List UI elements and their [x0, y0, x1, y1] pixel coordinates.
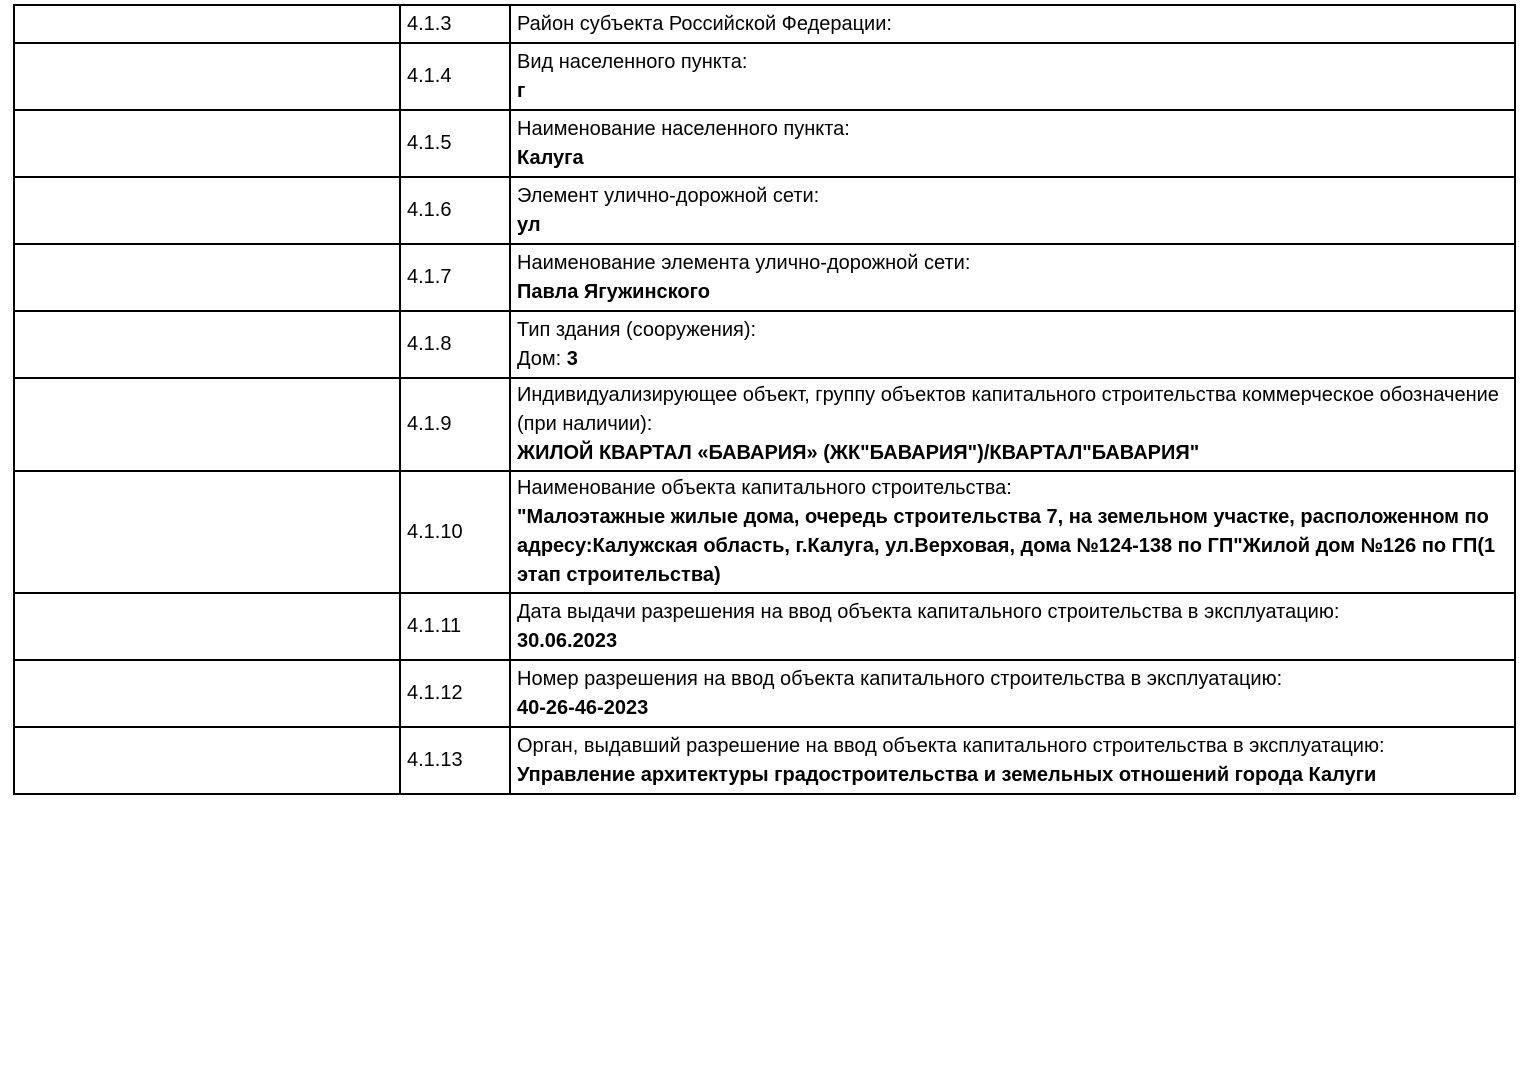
empty-cell [14, 727, 400, 794]
row-code: 4.1.12 [400, 660, 510, 727]
row-label: Индивидуализирующее объект, группу объектов капитального строительства коммерческое обозначение (при наличии): [517, 384, 1499, 435]
table-row [14, 43, 1515, 110]
row-code: 4.1.7 [400, 244, 510, 311]
row-value [517, 345, 1508, 374]
row-content [510, 244, 1515, 311]
row-content [510, 110, 1515, 177]
empty-cell [14, 378, 400, 471]
row-content [510, 727, 1515, 794]
declaration-table [13, 4, 1516, 795]
row-value-text: ЖИЛОЙ КВАРТАЛ «БАВАРИЯ» (ЖК"БАВАРИЯ")/КВАРТАЛ"БАВАРИЯ" [517, 442, 1200, 464]
empty-cell [14, 593, 400, 660]
table-row [14, 311, 1515, 378]
row-value [517, 439, 1508, 468]
row-content [510, 378, 1515, 471]
row-code: 4.1.9 [400, 378, 510, 471]
row-value-text: Павла Ягужинского [517, 280, 710, 303]
row-code: 4.1.8 [400, 311, 510, 378]
row-value-text: Управление архитектуры градостроительства и земельных отношений города Калуги [517, 763, 1377, 786]
table-row [14, 378, 1515, 471]
row-code: 4.1.11 [400, 593, 510, 660]
table-row [14, 244, 1515, 311]
table-row [14, 593, 1515, 660]
row-label: Наименование элемента улично-дорожной сети: [517, 251, 971, 274]
row-code: 4.1.4 [400, 43, 510, 110]
table-row [14, 471, 1515, 593]
row-label: Район субъекта Российской Федерации: [517, 12, 892, 35]
empty-cell [14, 660, 400, 727]
row-content [510, 43, 1515, 110]
row-code: 4.1.5 [400, 110, 510, 177]
row-content [510, 177, 1515, 244]
row-label: Наименование объекта капитального строительства: [517, 477, 1012, 499]
empty-cell [14, 43, 400, 110]
row-label: Орган, выдавший разрешение на ввод объекта капитального строительства в эксплуатацию: [517, 734, 1385, 757]
row-value [517, 627, 1508, 656]
row-label: Вид населенного пункта: [517, 50, 748, 73]
row-content [510, 471, 1515, 593]
row-label: Дата выдачи разрешения на ввод объекта капитального строительства в эксплуатацию: [517, 600, 1340, 623]
table-row [14, 660, 1515, 727]
row-value-text: ул [517, 213, 541, 236]
row-value-text: Калуга [517, 146, 584, 169]
row-content [510, 5, 1515, 43]
row-value [517, 278, 1508, 307]
row-value-text: 3 [566, 347, 578, 370]
row-value-text: "Малоэтажные жилые дома, очередь строительства 7, на земельном участке, расположенном по адресу:Калужская область, г.Калуга, ул.Верховая, дома №124-138 по ГП"Жилой дом №126 по ГП(1 этап строительства) [517, 506, 1496, 586]
empty-cell [14, 177, 400, 244]
row-code: 4.1.10 [400, 471, 510, 593]
empty-cell [14, 5, 400, 43]
row-content [510, 311, 1515, 378]
row-label: Номер разрешения на ввод объекта капитального строительства в эксплуатацию: [517, 667, 1283, 690]
empty-cell [14, 311, 400, 378]
row-code: 4.1.13 [400, 727, 510, 794]
table-row [14, 5, 1515, 43]
row-value [517, 211, 1508, 240]
row-value-text: 40-26-46-2023 [517, 696, 649, 719]
row-value-prefix: Дом: [517, 347, 567, 370]
row-value [517, 77, 1508, 106]
empty-cell [14, 110, 400, 177]
row-value-text: г [517, 79, 526, 102]
row-label: Элемент улично-дорожной сети: [517, 184, 820, 207]
row-value [517, 694, 1508, 723]
row-code: 4.1.6 [400, 177, 510, 244]
row-value [517, 503, 1508, 590]
empty-cell [14, 471, 400, 593]
table-row [14, 177, 1515, 244]
row-label: Наименование населенного пункта: [517, 117, 850, 140]
empty-cell [14, 244, 400, 311]
row-label: Тип здания (сооружения): [517, 318, 757, 341]
row-content [510, 660, 1515, 727]
row-value-text: 30.06.2023 [517, 629, 618, 652]
table-row [14, 110, 1515, 177]
row-code: 4.1.3 [400, 5, 510, 43]
row-value [517, 761, 1508, 790]
table-row [14, 727, 1515, 794]
row-content [510, 593, 1515, 660]
row-value [517, 144, 1508, 173]
